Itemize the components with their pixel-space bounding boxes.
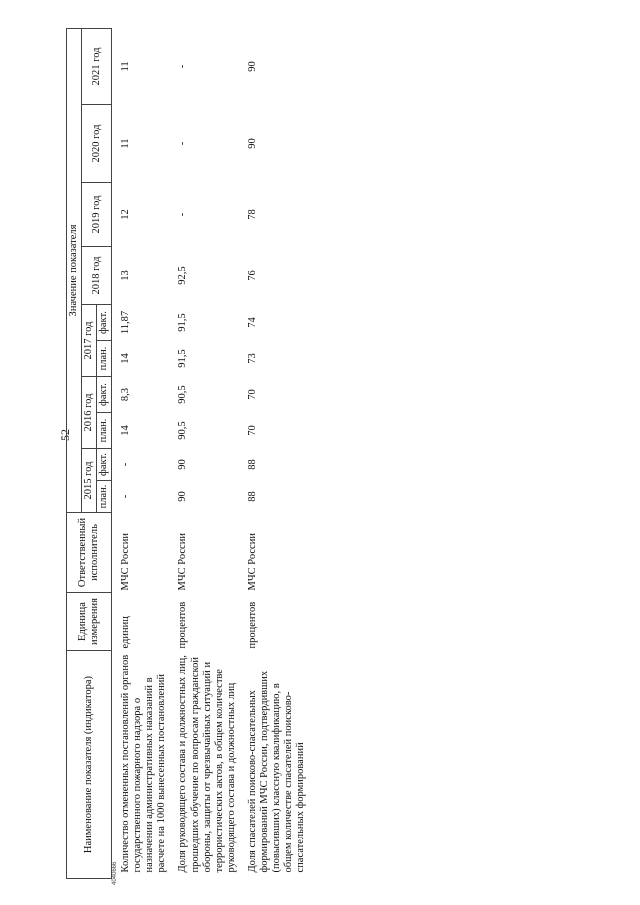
value-2019: 78 bbox=[246, 209, 258, 220]
value-2020: - bbox=[177, 141, 189, 146]
value-2021: 11 bbox=[120, 61, 132, 72]
indicator-executor: МЧС России bbox=[246, 533, 258, 591]
value-2021: - bbox=[177, 64, 189, 69]
header-year-2019: 2019 год bbox=[82, 183, 112, 247]
table-row bbox=[112, 28, 170, 878]
rotated-page-content bbox=[66, 29, 580, 879]
value-2021: 90 bbox=[246, 61, 258, 72]
value-2018: 13 bbox=[120, 270, 132, 281]
value-2017-plan: 91,5 bbox=[177, 349, 189, 368]
value-2016-fact: 8,3 bbox=[120, 387, 132, 402]
header-plan-2017: план. bbox=[97, 341, 112, 377]
header-fact-2015: факт. bbox=[97, 449, 112, 481]
value-2016-plan: 70 bbox=[246, 425, 258, 436]
value-2016-fact: 70 bbox=[246, 389, 258, 400]
indicator-executor: МЧС России bbox=[120, 533, 132, 591]
indicator-executor: МЧС России bbox=[177, 533, 189, 591]
value-2018: 76 bbox=[246, 270, 258, 281]
value-2020: 11 bbox=[120, 138, 132, 149]
value-2019: - bbox=[177, 212, 189, 217]
indicator-name: Доля спасателей поисково-спасательных формирований МЧС России, подтвердивших (повысивших) классную квалификацию, в общем количестве спасателей поисково-спасательных формирований bbox=[246, 670, 306, 873]
header-year-2016: 2016 год bbox=[82, 377, 97, 449]
header-indicator-name: Наименование показателя (индикатора) bbox=[67, 651, 112, 879]
page-number: 52 bbox=[58, 429, 72, 441]
value-2015-fact: - bbox=[120, 462, 132, 467]
indicator-name: Доля руководящего состава и должностных лиц, прошедших обучение по вопросам гражданской обороны, защиты от чрезвычайных ситуаций и террористических актов, в общем количестве руководящего состава и должностных лиц bbox=[177, 655, 237, 873]
value-2016-plan: 14 bbox=[120, 425, 132, 436]
value-2017-fact: 91,5 bbox=[177, 313, 189, 332]
header-fact-2016: факт. bbox=[97, 377, 112, 413]
header-fact-2017: факт. bbox=[97, 305, 112, 341]
value-2019: 12 bbox=[120, 209, 132, 220]
indicator-unit: единиц bbox=[120, 616, 132, 649]
indicators-table bbox=[66, 28, 308, 879]
value-2015-plan: 88 bbox=[246, 491, 258, 502]
header-plan-2016: план. bbox=[97, 413, 112, 449]
value-2015-fact: 90 bbox=[177, 459, 189, 470]
document-code: 4040666 bbox=[112, 861, 118, 885]
header-year-2021: 2021 год bbox=[82, 28, 112, 104]
header-executor: Ответственный исполнитель bbox=[67, 513, 112, 593]
value-2017-plan: 14 bbox=[120, 353, 132, 364]
header-values-group: Значение показателя bbox=[67, 28, 82, 512]
header-year-2015: 2015 год bbox=[82, 449, 97, 513]
value-2016-fact: 90,5 bbox=[177, 385, 189, 404]
value-2015-fact: 88 bbox=[246, 459, 258, 470]
header-year-2020: 2020 год bbox=[82, 105, 112, 183]
header-year-2017: 2017 год bbox=[82, 305, 97, 377]
table-row bbox=[169, 28, 238, 878]
indicator-name: Количество отмененных постановлений органов государственного пожарного надзора о назначении административных наказаний в расчете на 1000 вынесенных постановлений bbox=[120, 654, 168, 873]
indicator-unit: процентов bbox=[246, 601, 258, 649]
value-2016-plan: 90,5 bbox=[177, 421, 189, 440]
header-year-2018: 2018 год bbox=[82, 247, 112, 305]
value-2017-fact: 11,87 bbox=[120, 310, 132, 335]
indicator-unit: процентов bbox=[177, 601, 189, 649]
value-2015-plan: 90 bbox=[177, 491, 189, 502]
value-2020: 90 bbox=[246, 138, 258, 149]
value-2018: 92,5 bbox=[177, 266, 189, 285]
value-2017-fact: 74 bbox=[246, 317, 258, 328]
header-unit: Единица измерения bbox=[67, 593, 112, 651]
table-row bbox=[239, 28, 308, 878]
value-2015-plan: - bbox=[120, 494, 132, 499]
header-plan-2015: план. bbox=[97, 481, 112, 513]
value-2017-plan: 73 bbox=[246, 353, 258, 364]
